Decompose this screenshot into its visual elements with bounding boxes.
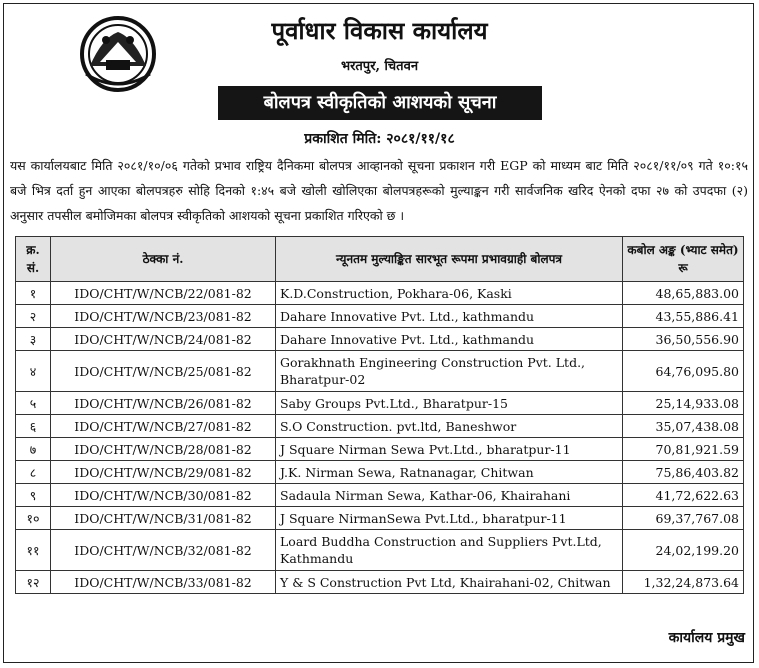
cell-sn: ६	[16, 415, 51, 438]
header-contract: ठेक्का नं.	[51, 237, 276, 282]
cell-amount: 36,50,556.90	[623, 328, 744, 351]
table-row	[16, 415, 744, 438]
office-name: पूर्वाधार विकास कार्यालय	[271, 16, 488, 45]
cell-contract: IDO/CHT/W/NCB/32/081-82	[51, 530, 276, 571]
cell-sn: २	[16, 305, 51, 328]
cell-sn: ९	[16, 484, 51, 507]
cell-sn: १०	[16, 507, 51, 530]
cell-contract: IDO/CHT/W/NCB/28/081-82	[51, 438, 276, 461]
cell-amount: 24,02,199.20	[623, 530, 744, 571]
table-row	[16, 392, 744, 415]
header-bidder: न्यूनतम मुल्याङ्कित सारभूत रूपमा प्रभावग्राही बोलपत्र	[276, 237, 623, 282]
header-amount: कबोल अङ्क (भ्याट समेत) रू	[623, 237, 744, 282]
cell-bidder: Y & S Construction Pvt Ltd, Khairahani-02, Chitwan	[276, 571, 623, 594]
cell-contract: IDO/CHT/W/NCB/26/081-82	[51, 392, 276, 415]
table-row	[16, 305, 744, 328]
cell-contract: IDO/CHT/W/NCB/31/081-82	[51, 507, 276, 530]
cell-bidder: Dahare Innovative Pvt. Ltd., kathmandu	[276, 328, 623, 351]
table-row	[16, 461, 744, 484]
table-header-row	[16, 237, 744, 282]
cell-bidder: Loard Buddha Construction and Suppliers Pvt.Ltd, Kathmandu	[276, 530, 623, 571]
cell-sn: १२	[16, 571, 51, 594]
cell-amount: 43,55,886.41	[623, 305, 744, 328]
cell-sn: १	[16, 282, 51, 305]
notice-title-banner: बोलपत्र स्वीकृतिको आशयको सूचना	[218, 86, 542, 120]
cell-amount: 41,72,622.63	[623, 484, 744, 507]
table-row	[16, 438, 744, 461]
cell-bidder: Sadaula Nirman Sewa, Kathar-06, Khairahani	[276, 484, 623, 507]
table-row	[16, 282, 744, 305]
table-row	[16, 530, 744, 571]
cell-bidder: J Square NirmanSewa Pvt.Ltd., bharatpur-11	[276, 507, 623, 530]
cell-sn: ४	[16, 351, 51, 392]
cell-sn: ११	[16, 530, 51, 571]
cell-contract: IDO/CHT/W/NCB/22/081-82	[51, 282, 276, 305]
cell-sn: ५	[16, 392, 51, 415]
cell-contract: IDO/CHT/W/NCB/27/081-82	[51, 415, 276, 438]
cell-contract: IDO/CHT/W/NCB/30/081-82	[51, 484, 276, 507]
cell-amount: 70,81,921.59	[623, 438, 744, 461]
cell-contract: IDO/CHT/W/NCB/23/081-82	[51, 305, 276, 328]
table-row	[16, 571, 744, 594]
approval-table	[15, 236, 744, 594]
cell-bidder: J Square Nirman Sewa Pvt.Ltd., bharatpur-11	[276, 438, 623, 461]
cell-sn: ८	[16, 461, 51, 484]
cell-contract: IDO/CHT/W/NCB/33/081-82	[51, 571, 276, 594]
table-row	[16, 351, 744, 392]
published-date: प्रकाशित मिति: २०८१/११/१८	[304, 131, 455, 147]
cell-bidder: Saby Groups Pvt.Ltd., Bharatpur-15	[276, 392, 623, 415]
signatory: कार्यालय प्रमुख	[668, 630, 745, 646]
table-row	[16, 328, 744, 351]
table-row	[16, 507, 744, 530]
cell-bidder: J.K. Nirman Sewa, Ratnanagar, Chitwan	[276, 461, 623, 484]
cell-sn: ७	[16, 438, 51, 461]
cell-amount: 1,32,24,873.64	[623, 571, 744, 594]
cell-amount: 69,37,767.08	[623, 507, 744, 530]
cell-bidder: Dahare Innovative Pvt. Ltd., kathmandu	[276, 305, 623, 328]
office-location: भरतपुर, चितवन	[340, 59, 419, 74]
cell-bidder: S.O Construction. pvt.ltd, Baneshwor	[276, 415, 623, 438]
cell-amount: 35,07,438.08	[623, 415, 744, 438]
cell-contract: IDO/CHT/W/NCB/25/081-82	[51, 351, 276, 392]
cell-contract: IDO/CHT/W/NCB/24/081-82	[51, 328, 276, 351]
cell-contract: IDO/CHT/W/NCB/29/081-82	[51, 461, 276, 484]
cell-amount: 75,86,403.82	[623, 461, 744, 484]
cell-sn: ३	[16, 328, 51, 351]
cell-amount: 48,65,883.00	[623, 282, 744, 305]
header-sn: क्र. सं.	[16, 237, 51, 282]
cell-bidder: Gorakhnath Engineering Construction Pvt. Ltd., Bharatpur-02	[276, 351, 623, 392]
cell-amount: 25,14,933.08	[623, 392, 744, 415]
notice-body: यस कार्यालयबाट मिति २०८१/१०/०६ गतेको प्रभाव राष्ट्रिय दैनिकमा बोलपत्र आव्हानको सूचना प्रकाशन गरी EGP को माध्यम बाट मिति २०८१/११/०९ गते १०:१५ बजे भित्र दर्ता हुन आएका बोलपत्रहरु सोहि दिनको १:४५ बजे खोली खोलिएका बोलपत्रहरूको मुल्याङ्कन गरी सार्वजनिक खरिद ऐनको दफा २७ को उपदफा (२) अनुसार तपसील बमोजिमका बोलपत्र स्वीकृतिको आशयको सूचना प्रकाशित गरिएको छ ।	[10, 158, 748, 223]
cell-amount: 64,76,095.80	[623, 351, 744, 392]
cell-bidder: K.D.Construction, Pokhara-06, Kaski	[276, 282, 623, 305]
table-row	[16, 484, 744, 507]
